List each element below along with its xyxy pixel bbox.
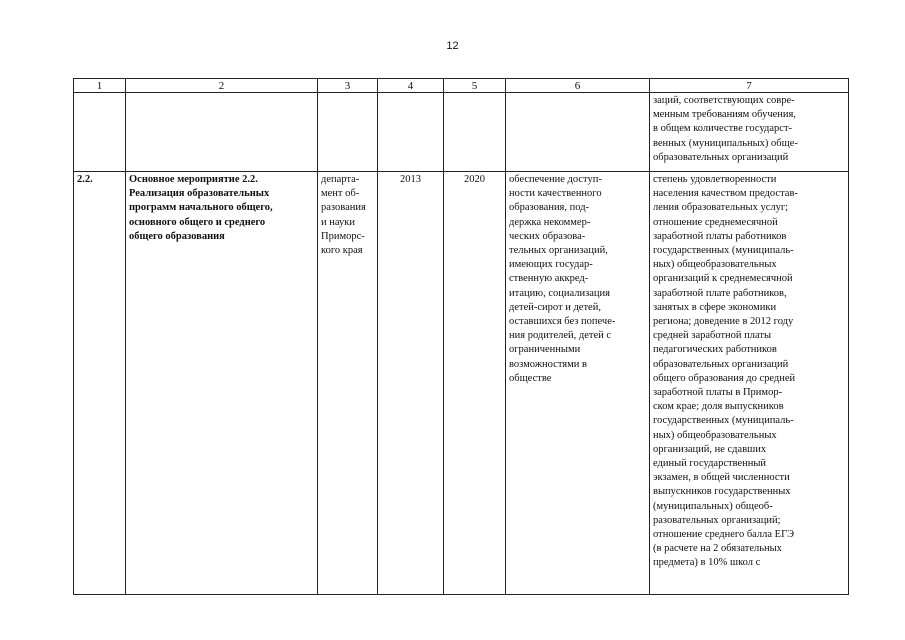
empty-cell xyxy=(444,93,506,172)
table-row-2-2 xyxy=(74,172,849,595)
empty-cell xyxy=(378,93,444,172)
column-header-5: 5 xyxy=(444,79,506,93)
end-year-cell: 2020 xyxy=(444,172,506,595)
activity-name-cell: Основное мероприятие 2.2. Реализация образовательных программ начального общего, основного общего и среднего общего образования xyxy=(126,172,318,595)
responsible-cell: департа- мент об- разования и науки Приморс- кого края xyxy=(318,172,378,595)
page-number: 12 xyxy=(446,40,459,52)
expected-result-cell: обеспечение доступ- ности качественного образования, под- держка некоммер- ческих образова- тельных организаций, имеющих государ- ственную аккред- итацию, социализация детей-сирот и детей, оставшихся без попече- ния родителей, детей с ограниченными возможностями в обществе xyxy=(506,172,650,595)
column-header-4: 4 xyxy=(378,79,444,93)
empty-cell xyxy=(318,93,378,172)
column-header-6: 6 xyxy=(506,79,650,93)
table-row-continuation xyxy=(74,93,849,172)
indicators-cell: заций, соответствующих совре- менным требованиям обучения, в общем количестве государст- венных (муниципальных) обще- образовательных организаций xyxy=(650,93,849,172)
column-header-1: 1 xyxy=(74,79,126,93)
start-year-cell: 2013 xyxy=(378,172,444,595)
empty-cell xyxy=(506,93,650,172)
column-header-3: 3 xyxy=(318,79,378,93)
item-number-cell: 2.2. xyxy=(74,172,126,595)
empty-cell xyxy=(126,93,318,172)
empty-cell xyxy=(74,93,126,172)
indicators-cell: степень удовлетворенности населения качеством предостав- ления образовательных услуг; отношение среднемесячной заработной платы работников государственных (муниципаль- ных) общеобразовательных организаций к среднемесячной заработной плате работников, занятых в сфере экономики региона; доведение в 2012 году средней заработной платы педагогических работников образовательных организаций общего образования до средней заработной платы в Примор- ском крае; доля выпускников государственных (муниципаль- ных) общеобразовательных организаций, не сдавших единый государственный экзамен, в общей численности выпускников государственных (муниципальных) общеоб- разовательных организаций; отношение среднего балла ЕГЭ (в расчете на 2 обязательных предмета) в 10% школ с xyxy=(650,172,849,595)
program-table xyxy=(73,78,849,595)
column-header-7: 7 xyxy=(650,79,849,93)
column-header-2: 2 xyxy=(126,79,318,93)
column-number-row xyxy=(74,79,849,93)
